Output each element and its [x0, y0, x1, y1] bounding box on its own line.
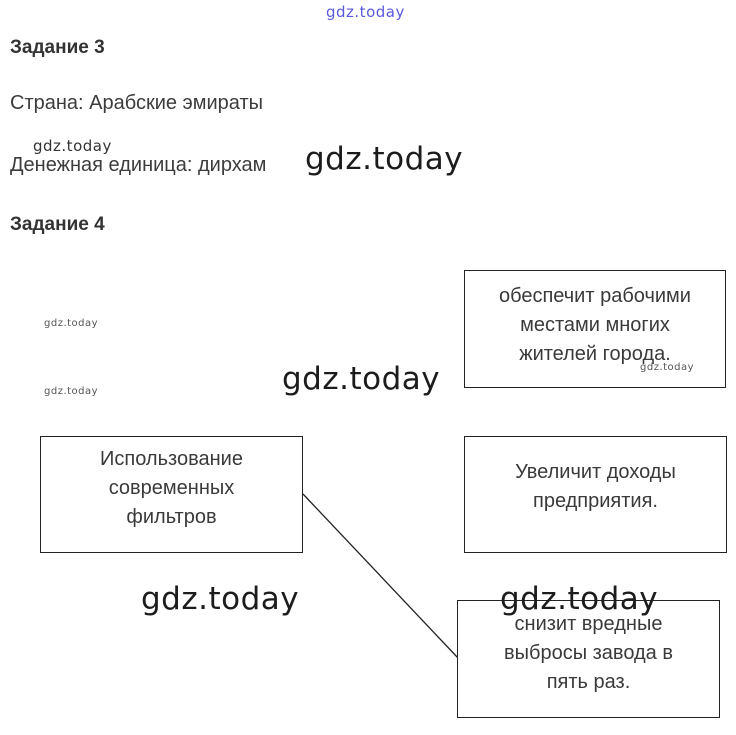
watermark-large-1: gdz.today: [305, 141, 464, 177]
watermark-top: gdz.today: [326, 3, 405, 21]
watermark-small-3: gdz.today: [44, 386, 99, 397]
watermark-large-4: gdz.today: [500, 581, 659, 617]
outcome-box-income: [464, 436, 727, 553]
watermark-small-2: gdz.today: [44, 318, 99, 329]
task4-heading: Задание 4: [10, 214, 105, 235]
outcome-box-emissions-text: снизит вредные выбросы завода в пять раз.: [504, 613, 673, 693]
outcome-box-emissions: [457, 600, 720, 718]
watermark-large-2: gdz.today: [282, 361, 441, 397]
outcome-box-jobs-text: обеспечит рабочими местами многих жителей города.: [499, 285, 691, 365]
connector-line-segment: [303, 494, 458, 658]
task3-country: Страна: Арабские эмираты: [10, 92, 264, 114]
measure-box-filters: [40, 436, 303, 553]
watermark-large-3: gdz.today: [141, 581, 300, 617]
measure-box-filters-text: Использование современных фильтров: [100, 448, 243, 528]
watermark-small-4: gdz.today: [640, 362, 695, 373]
outcome-box-income-text: Увеличит доходы предприятия.: [515, 461, 676, 512]
task3-currency: Денежная единица: дирхам: [10, 154, 267, 176]
task3-heading: Задание 3: [10, 37, 105, 58]
watermark-small-1: gdz.today: [33, 137, 112, 155]
